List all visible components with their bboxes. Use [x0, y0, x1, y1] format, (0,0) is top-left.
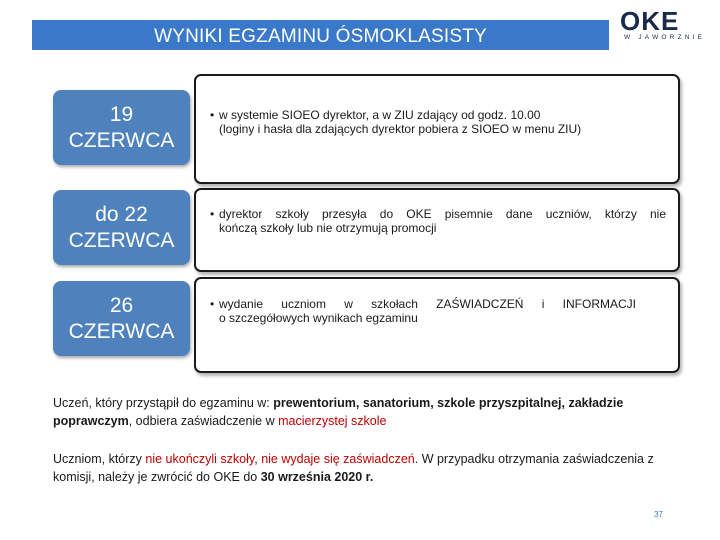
desc-box-2: [194, 188, 680, 272]
logo-sub-text: W JAWORZNIE: [624, 34, 706, 41]
desc-1-line1: • w systemie SIOEO dyrektor, a w ZIU zdający od godz. 10.00: [210, 108, 541, 122]
page-number: 37: [654, 510, 663, 519]
bullet-icon: •: [210, 297, 215, 311]
not-graduated-highlight: nie ukończyli szkoły: [145, 452, 255, 466]
bullet-icon: •: [210, 108, 215, 122]
date-1-line1: 19: [109, 102, 134, 126]
desc-box-3: [194, 277, 680, 373]
date-2-line1: do 22: [95, 202, 148, 226]
desc-1-line2: (loginy i hasła dla zdających dyrektor pobiera z SIOEO w menu ZIU): [219, 122, 582, 136]
bullet-icon: •: [210, 207, 215, 221]
institutions-list: prewentorium, sanatorium, szkole przyszpitalnej, zakładzie poprawczym: [53, 396, 624, 428]
desc-2-line2: kończą szkoły lub nie otrzymują promocji: [219, 221, 437, 235]
desc-box-1: [194, 74, 680, 184]
date-1-line2: CZERWCA: [68, 128, 175, 152]
desc-3-line1: • wydanie uczniom w szkołach ZAŚWIADCZEŃ i INFORMACJI: [210, 297, 636, 311]
note-paragraph-1: Uczeń, który przystąpił do egzaminu w: prewentorium, sanatorium, szkole przyszpitalnej, zakładzie poprawczym, odbiera zaświadczenie w macierzystej szkole: [53, 396, 624, 428]
date-box-1: [53, 90, 190, 165]
note-paragraph-2: Uczniom, którzy nie ukończyli szkoły, nie wydaje się zaświadczeń. W przypadku otrzymania zaświadczenia z komisji, należy je zwrócić do OKE do 30 września 2020 r.: [53, 452, 654, 484]
date-2-line2: CZERWCA: [68, 228, 175, 252]
date-box-3: [53, 281, 190, 356]
home-school-highlight: macierzystej szkole: [278, 414, 387, 428]
desc-3-line2: o szczegółowych wynikach egzaminu: [219, 311, 418, 325]
return-deadline: 30 września 2020 r.: [260, 470, 374, 484]
page-title-text: WYNIKI EGZAMINU ÓSMOKLASISTY: [154, 26, 487, 47]
no-certificate-highlight: nie wydaje się zaświadczeń: [261, 452, 415, 466]
date-3-line2: CZERWCA: [68, 319, 175, 343]
logo-main-text: OKE: [620, 6, 680, 36]
date-box-2: [53, 190, 190, 265]
oke-logo: [620, 8, 712, 44]
page-title: [32, 20, 609, 50]
date-3-line1: 26: [109, 293, 134, 317]
desc-2-line1: • dyrektor szkoły przesyła do OKE pisemnie dane uczniów, którzy nie: [210, 207, 666, 221]
